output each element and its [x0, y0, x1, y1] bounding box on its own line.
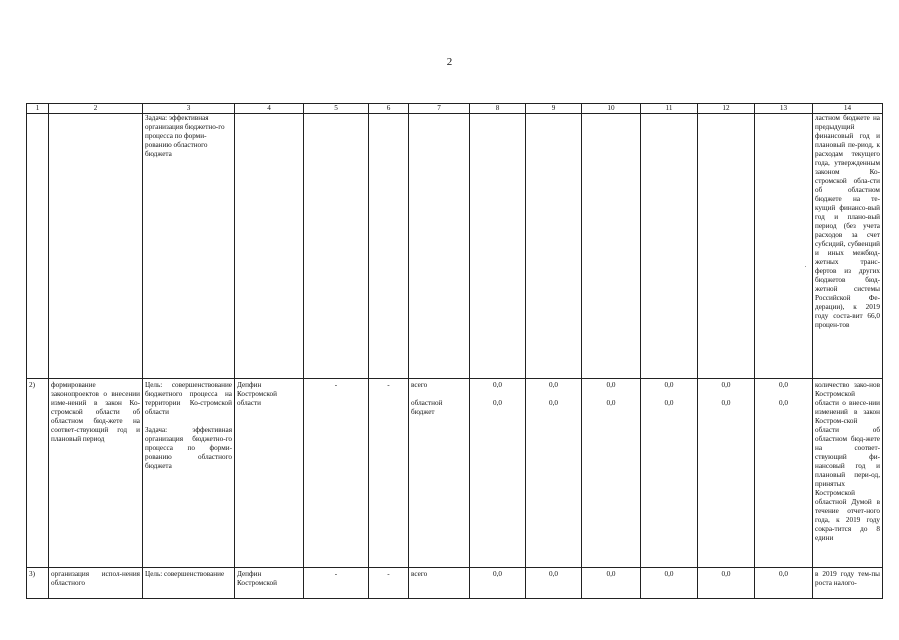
source-cell: всего	[409, 568, 470, 599]
goal-cell: Цель: совершенствование	[143, 568, 235, 599]
measure-name-cell: формирование законопроектов о внесении изме-нений в закон Ко-стромской области об областном бюд-жете на соответ-ствующий год и плановый период	[49, 379, 143, 568]
table-row	[27, 114, 883, 379]
end-cell: -	[369, 568, 409, 599]
header-cell: 14	[813, 104, 883, 114]
value-total: 0,0	[664, 381, 674, 389]
header-cell: 4	[235, 104, 304, 114]
value-regional: 0,0	[779, 399, 788, 407]
header-cell: 3	[143, 104, 235, 114]
value-total: 0,0	[721, 381, 731, 389]
value-cell	[641, 379, 698, 568]
value-total: 0,0	[549, 381, 558, 389]
source-regional: областной бюджет	[411, 399, 443, 416]
table-row	[27, 379, 883, 568]
goal-cell	[143, 379, 235, 568]
value-regional: 0,0	[721, 399, 731, 407]
header-cell: 1	[27, 104, 49, 114]
value-cell	[755, 379, 813, 568]
value-cell	[582, 379, 641, 568]
value-cell	[698, 114, 755, 379]
budget-table	[26, 103, 883, 599]
value-total: 0,0	[606, 381, 616, 389]
value-cell	[582, 114, 641, 379]
header-cell: 13	[755, 104, 813, 114]
source-cell	[409, 114, 470, 379]
header-cell: 9	[526, 104, 582, 114]
start-cell: -	[304, 379, 369, 568]
measure-name-cell	[49, 114, 143, 379]
header-cell: 10	[582, 104, 641, 114]
value-cell	[470, 114, 526, 379]
source-total: всего	[411, 381, 428, 389]
executor-cell: Депфин Костромской области	[235, 379, 304, 568]
header-cell: 7	[409, 104, 470, 114]
row-number-cell: 2)	[27, 379, 49, 568]
value-cell	[641, 114, 698, 379]
value-cell: 0,0	[698, 568, 755, 599]
page-number: 2	[446, 56, 453, 68]
value-cell	[526, 114, 582, 379]
executor-cell: Депфин Костромской	[235, 568, 304, 599]
end-cell	[369, 114, 409, 379]
value-cell: 0,0	[755, 568, 813, 599]
value-total: 0,0	[779, 381, 788, 389]
table-row	[27, 568, 883, 599]
value-cell	[470, 379, 526, 568]
start-cell: -	[304, 568, 369, 599]
goal-text: Цель: совершенствование бюджетного процесса на территории Ко-стромской области	[145, 381, 232, 416]
indicator-cell: в 2019 году тем-пы роста налого-	[813, 568, 883, 599]
scan-speck	[805, 266, 806, 267]
task-text: Задача: эффективная организация бюджетно-го процесса по форми-рованию областного бюджета	[145, 426, 232, 470]
value-regional: 0,0	[549, 399, 558, 407]
value-cell: 0,0	[582, 568, 641, 599]
value-regional: 0,0	[493, 399, 502, 407]
start-cell	[304, 114, 369, 379]
value-cell: 0,0	[641, 568, 698, 599]
value-cell	[755, 114, 813, 379]
source-cell	[409, 379, 470, 568]
header-cell: 6	[369, 104, 409, 114]
goal-cell: Задача: эффективная организация бюджетно-го процесса по форми-рованию областного бюджета	[143, 114, 235, 379]
header-cell: 11	[641, 104, 698, 114]
indicator-cell: ластном бюджете на предыдущий финансовый год и плановый пе-риод, к расходам текущего года, утвержденным законом Ко-стромской обла-сти об областном бюджете на те-кущий финансо-вый год и плано-вый период (без учета расходов за счет субсидий, субвенций и иных межбюд-жетных транс-фертов из других бюджетов бюд-жетной системы Российской Фе-дерации), к 2019 году соста-вит 66,0 процен-тов	[813, 114, 883, 379]
row-number-cell: 3)	[27, 568, 49, 599]
value-cell: 0,0	[470, 568, 526, 599]
end-cell: -	[369, 379, 409, 568]
measure-name-cell: организация испол-нения областного	[49, 568, 143, 599]
header-cell: 5	[304, 104, 369, 114]
executor-cell	[235, 114, 304, 379]
header-cell: 2	[49, 104, 143, 114]
value-regional: 0,0	[606, 399, 616, 407]
header-row	[27, 104, 883, 114]
value-regional: 0,0	[664, 399, 674, 407]
value-cell: 0,0	[526, 568, 582, 599]
header-cell: 12	[698, 104, 755, 114]
indicator-cell: количество зако-нов Костромской области о внесе-нии изменений в закон Костром-ской области об областном бюд-жете на соответ-ствующий фи-нансовый год и плановый пери-од, принятых Костромской областной Думой в течение отчет-ного года, к 2019 году сокра-тится до 8 едини	[813, 379, 883, 568]
header-cell: 8	[470, 104, 526, 114]
value-cell	[698, 379, 755, 568]
value-cell	[526, 379, 582, 568]
value-total: 0,0	[493, 381, 502, 389]
row-number-cell	[27, 114, 49, 379]
